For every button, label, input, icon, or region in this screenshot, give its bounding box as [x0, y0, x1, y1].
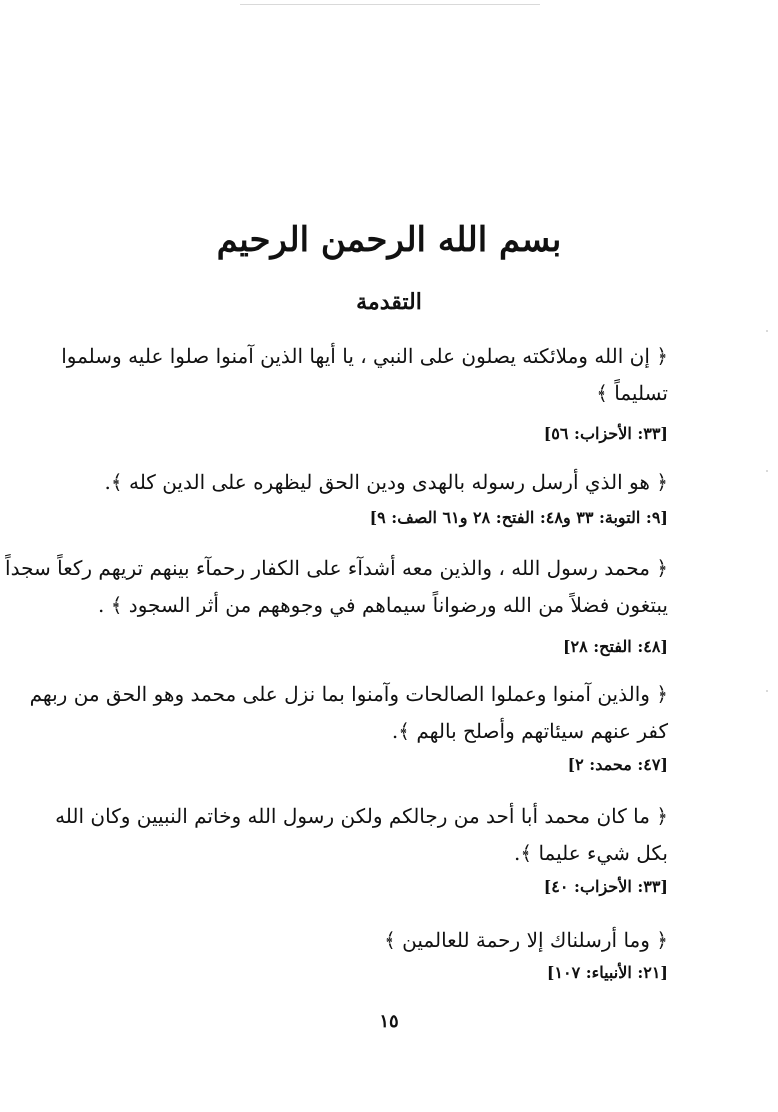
scan-artifact-dot — [766, 690, 768, 692]
scan-artifact-dot — [766, 470, 768, 472]
quote-line: كفر عنهم سيئاتهم وأصلح بالهم ﴾. — [391, 719, 668, 743]
quote-5 — [55, 798, 668, 872]
quote-line: بكل شيء عليما ﴾. — [514, 841, 668, 865]
quote-1-reference: [٣٣: الأحزاب: ٥٦] — [543, 424, 668, 443]
page-number: ١٥ — [379, 1011, 399, 1032]
quote-line: ﴿ والذين آمنوا وعملوا الصالحات وآمنوا بما نزل على محمد وهو الحق من ربهم — [29, 682, 668, 706]
quote-6-reference: [٢١: الأنبياء: ١٠٧] — [546, 963, 668, 982]
quote-6 — [108, 922, 668, 959]
quote-4-reference: [٤٧: محمد: ٢] — [567, 755, 668, 774]
quote-line: يبتغون فضلاً من الله ورضواناً سيماهم في وجوههم من أثر السجود ﴾ . — [98, 593, 668, 617]
quote-line: ﴿ إن الله وملائكته يصلون على النبي ، يا أيها الذين آمنوا صلوا عليه وسلموا — [61, 344, 668, 368]
section-heading: التقدمة — [356, 289, 422, 315]
quote-4 — [29, 676, 668, 750]
scan-artifact-dot — [766, 330, 768, 332]
quote-line: ﴿ ما كان محمد أبا أحد من رجالكم ولكن رسول الله وخاتم النبيين وكان الله — [55, 804, 668, 828]
quote-5-reference: [٣٣: الأحزاب: ٤٠] — [543, 877, 668, 896]
quote-3 — [5, 550, 668, 624]
quote-3-reference: [٤٨: الفتح: ٢٨] — [562, 637, 668, 656]
quote-2 — [104, 464, 668, 501]
basmala-title: بسم الله الرحمن الرحيم — [216, 220, 562, 260]
quote-1 — [61, 338, 668, 412]
scan-artifact-line — [240, 4, 540, 5]
quote-line: تسليماً ﴾ — [596, 381, 668, 405]
quote-2-reference: [٩: التوبة: ٣٣ و٤٨: الفتح: ٢٨ و٦١ الصف: ٩] — [369, 508, 668, 527]
quote-line: ﴿ هو الذي أرسل رسوله بالهدى ودين الحق ليظهره على الدين كله ﴾. — [104, 470, 668, 494]
quote-line: ﴿ وما أرسلناك إلا رحمة للعالمين ﴾ — [384, 928, 668, 952]
quote-line: ﴿ محمد رسول الله ، والذين معه أشدآء على الكفار رحمآء بينهم تريهم ركعاً سجداً — [5, 556, 668, 580]
